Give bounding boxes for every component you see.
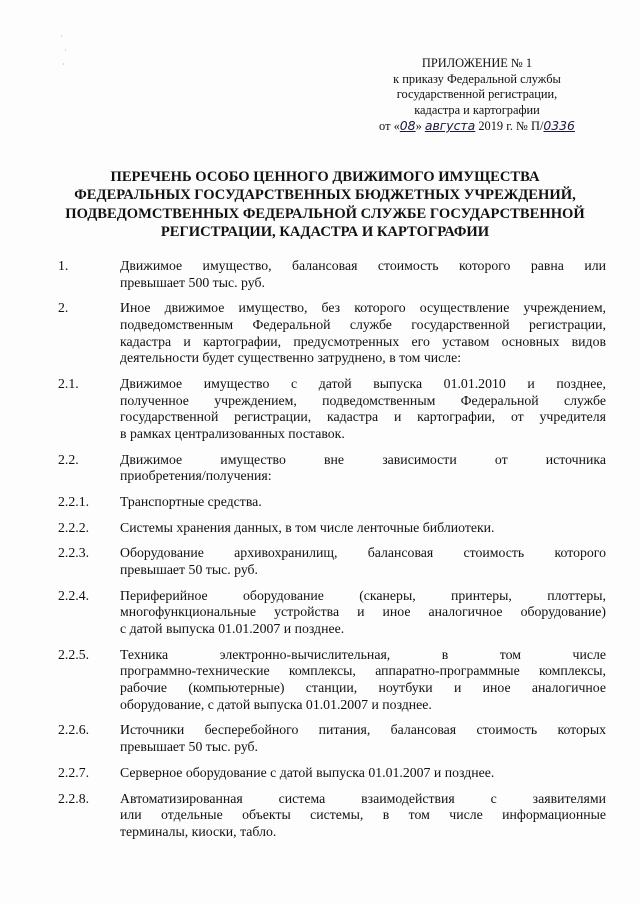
item-text <box>120 452 606 485</box>
item-text-line: Серверное оборудование с датой выпуска 01.01.2007 и позднее. <box>120 764 495 780</box>
item-text-line: приобретения/получения: <box>120 468 272 484</box>
appendix-date-line <box>352 118 602 135</box>
item-text-line: Движимое имущество с датой выпуска 01.01.2010 и позднее, <box>120 375 606 391</box>
item-number: 2.2.5. <box>58 646 90 662</box>
appendix-order-ref: к приказу Федеральной службы <box>393 71 561 86</box>
item-text-line: превышает 50 тыс. руб. <box>120 738 259 754</box>
item-text <box>120 765 606 782</box>
item-text-line: Движимое имущество, балансовая стоимость которого равна или <box>120 258 606 273</box>
list-item <box>58 647 606 713</box>
item-text-line: деятельности будет существенно затруднено, в том числе: <box>120 350 462 366</box>
item-text-line: Периферийное оборудование (сканеры, принтеры, плоттеры, <box>120 587 606 603</box>
date-mid: » <box>415 119 425 134</box>
item-text <box>120 376 606 442</box>
list-item <box>58 765 606 782</box>
item-number: 2. <box>58 300 69 316</box>
item-text-line: Источники бесперебойного питания, балансовая стоимость которых <box>120 722 606 738</box>
item-number: 2.2.1. <box>58 493 90 509</box>
item-text-line: терминалы, киоски, табло. <box>120 823 277 839</box>
list-item <box>58 300 606 366</box>
item-number: 2.2.3. <box>58 545 90 561</box>
item-text-line: Движимое имущество вне зависимости от источника <box>120 451 606 467</box>
handwritten-day: 08 <box>399 118 416 134</box>
item-number: 2.2.8. <box>58 790 90 806</box>
list-item <box>58 258 606 291</box>
item-text-line: многофункциональные устройства и иное аналогичное оборудование) <box>120 604 606 620</box>
item-text-line: рабочие (компьютерные) станции, ноутбуки и иное аналогичное <box>120 679 606 695</box>
item-number: 2.1. <box>58 375 79 391</box>
item-number: 2.2. <box>58 451 79 467</box>
item-text-line: полученное учреждением, подведомственным Федеральной службе <box>120 392 606 408</box>
item-text-line: Транспортные средства. <box>120 493 262 509</box>
item-text <box>120 791 606 841</box>
list-item <box>58 520 606 537</box>
list-item <box>58 545 606 578</box>
item-text <box>120 588 606 638</box>
scan-specks: · · · <box>60 32 67 69</box>
item-text-line: подведомственным Федеральной службе государственной регистрации, <box>120 316 606 332</box>
item-text <box>120 300 606 366</box>
appendix-agency-line-2: кадастра и картографии <box>414 102 540 117</box>
title-line: РЕГИСТРАЦИИ, КАДАСТРА И КАРТОГРАФИИ <box>160 224 490 241</box>
item-number: 2.2.7. <box>58 764 90 780</box>
item-number: 2.2.6. <box>58 722 90 738</box>
item-number: 2.2.2. <box>58 519 90 535</box>
title-line: ФЕДЕРАЛЬНЫХ ГОСУДАРСТВЕННЫХ БЮДЖЕТНЫХ УЧРЕЖДЕНИЙ, <box>74 187 576 204</box>
appendix-agency-line: государственной регистрации, <box>396 87 558 102</box>
item-text-line: Техника электронно-вычислительная, в том числе <box>120 646 606 662</box>
item-text-line: кадастра и картографии, предусмотренных его уставом основных видов <box>120 333 606 349</box>
list-item <box>58 452 606 485</box>
item-text-line: превышает 500 тыс. руб. <box>120 274 265 290</box>
item-text-line: Оборудование архивохранилищ, балансовая стоимость которого <box>120 545 606 561</box>
item-text-line: превышает 50 тыс. руб. <box>120 562 259 578</box>
item-text <box>120 545 606 578</box>
item-text <box>120 258 606 291</box>
item-number: 2.2.4. <box>58 587 90 603</box>
item-text <box>120 722 606 755</box>
appendix-header <box>352 56 602 135</box>
list-item <box>58 588 606 638</box>
document-title <box>44 168 606 242</box>
list-item <box>58 791 606 841</box>
item-text-line: Автоматизированная система взаимодействия с заявителями <box>120 790 606 806</box>
item-text-line: Системы хранения данных, в том числе ленточные библиотеки. <box>120 519 495 535</box>
list-item <box>58 494 606 511</box>
item-text-line: с датой выпуска 01.01.2007 и позднее. <box>120 621 345 636</box>
list-item <box>58 722 606 755</box>
items-list <box>58 258 606 849</box>
item-text-line: или отдельные объекты системы, в том числе информационные <box>120 807 606 823</box>
title-line: ПЕРЕЧЕНЬ ОСОБО ЦЕННОГО ДВИЖИМОГО ИМУЩЕСТВА <box>110 169 540 185</box>
appendix-title: ПРИЛОЖЕНИЕ № 1 <box>421 56 533 70</box>
item-text-line: в рамках централизованных поставок. <box>120 425 345 441</box>
handwritten-month: августа <box>424 118 476 134</box>
item-text <box>120 520 606 537</box>
list-item <box>58 376 606 442</box>
item-text <box>120 494 606 511</box>
date-suffix: 2019 г. № П/ <box>475 119 544 134</box>
item-text-line: государственной регистрации, кадастра и картографии, от учредителя <box>120 409 606 425</box>
date-prefix: от « <box>379 119 400 134</box>
item-text-line: оборудование, с датой выпуска 01.01.2007 и позднее. <box>120 696 432 712</box>
item-number: 1. <box>58 258 69 273</box>
item-text-line: Иное движимое имущество, без которого осуществление учреждением, <box>120 300 606 316</box>
item-text <box>120 647 606 713</box>
handwritten-order-number: 0336 <box>543 118 575 134</box>
item-text-line: программно-технические комплексы, аппаратно-программные комплексы, <box>120 663 606 679</box>
title-line: ПОДВЕДОМСТВЕННЫХ ФЕДЕРАЛЬНОЙ СЛУЖБЕ ГОСУДАРСТВЕННОЙ <box>65 205 585 222</box>
